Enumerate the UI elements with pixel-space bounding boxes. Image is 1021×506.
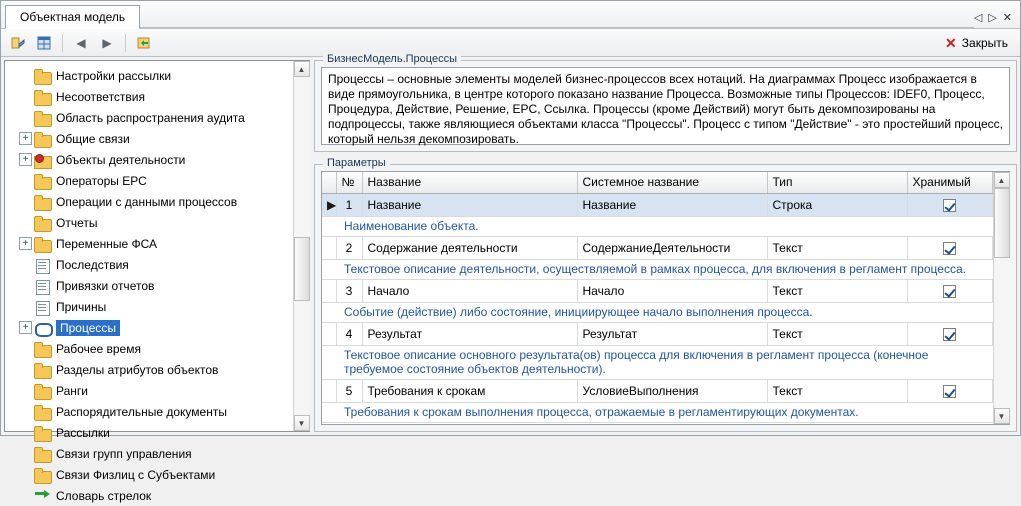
- row-marker-header: [322, 172, 336, 193]
- cell-name[interactable]: Результат: [362, 322, 577, 345]
- tree-item-label: Связи Физлиц с Субъектами: [56, 467, 216, 482]
- tree-item[interactable]: [5, 380, 293, 401]
- tab-label: Объектная модель: [20, 10, 126, 24]
- cell-num: 2: [336, 236, 362, 259]
- cell-system-name[interactable]: СодержаниеДеятельности: [577, 236, 767, 259]
- table-row-note: [322, 345, 993, 379]
- cell-num: 5: [336, 379, 362, 402]
- folder-icon: [34, 90, 51, 104]
- cell-system-name[interactable]: УсловиеВыполнения: [577, 379, 767, 402]
- tree-item[interactable]: [5, 65, 293, 86]
- tree-item[interactable]: [5, 86, 293, 107]
- expander-placeholder: [19, 384, 32, 397]
- tree-item[interactable]: [5, 401, 293, 422]
- cell-name[interactable]: Название: [362, 193, 577, 216]
- doc-icon: [34, 300, 51, 314]
- grid-scroll-down-button[interactable]: ▼: [994, 408, 1010, 424]
- column-header-num[interactable]: №: [336, 172, 362, 193]
- cell-stored[interactable]: [907, 322, 993, 345]
- object-tree[interactable]: [5, 61, 293, 503]
- stored-checkbox[interactable]: [943, 242, 956, 255]
- expander-icon[interactable]: +: [19, 153, 32, 166]
- scroll-thumb[interactable]: [294, 237, 310, 301]
- expander-icon[interactable]: +: [19, 321, 32, 334]
- forward-arrow-icon[interactable]: ▶: [102, 35, 112, 50]
- cell-type[interactable]: Текст: [767, 379, 907, 402]
- stored-checkbox[interactable]: [943, 385, 956, 398]
- cell-stored[interactable]: [907, 379, 993, 402]
- parameters-grid-wrap: [321, 171, 1010, 425]
- tree-item[interactable]: [5, 422, 293, 443]
- close-icon: ✕: [945, 34, 957, 51]
- expander-placeholder: [19, 174, 32, 187]
- tree-item[interactable]: [5, 296, 293, 317]
- column-header-name[interactable]: Название: [362, 172, 577, 193]
- tree-item-label: Объекты деятельности: [56, 152, 186, 167]
- cell-name[interactable]: Содержание деятельности: [362, 236, 577, 259]
- table-icon[interactable]: [33, 32, 55, 54]
- table-row[interactable]: [322, 236, 993, 259]
- stored-checkbox[interactable]: [943, 199, 956, 212]
- row-marker: [322, 279, 336, 302]
- tree-item[interactable]: [5, 485, 293, 506]
- folder-icon: [34, 132, 51, 146]
- tree-item-label: Ранги: [56, 383, 88, 398]
- grid-scroll-up-button[interactable]: ▲: [994, 172, 1010, 188]
- expander-icon[interactable]: +: [19, 132, 32, 145]
- expander-placeholder: [19, 69, 32, 82]
- expander-placeholder: [19, 489, 32, 502]
- folder-icon: [34, 468, 51, 482]
- tree-item-label: Общие связи: [56, 131, 130, 146]
- details-header: БизнесМодель.Процессы: [323, 53, 461, 65]
- cell-num: 1: [336, 193, 362, 216]
- expander-placeholder: [19, 258, 32, 271]
- main-content: [1, 53, 1020, 503]
- table-row-note: [322, 302, 993, 322]
- cell-type[interactable]: Строка: [767, 193, 907, 216]
- table-row[interactable]: [322, 322, 993, 345]
- tree-item[interactable]: [5, 254, 293, 275]
- tree-item[interactable]: [5, 128, 293, 149]
- row-note-text: Событие (действие) либо состояние, инициирующее начало выполнения процесса.: [322, 302, 993, 322]
- cell-name[interactable]: Начало: [362, 279, 577, 302]
- description-text: Процессы – основные элементы моделей бизнес-процессов всех нотаций. На диаграммах Процесс изображается в виде прямоугольника, в центре которого показано название Процесса. Возможные типы Процессов: IDEF0, Процесс, Процедура, Действие, Решение, EPC, Ссылка. Процессы (кроме Действий) могут быть декомпозированы на подпроцессы, также являющиеся объектами класса "Процессы". Процесс с типом "Действие" - это простейший процесс, который нельзя декомпозировать.: [321, 67, 1010, 145]
- tab-next-icon[interactable]: ▷: [988, 12, 997, 24]
- stored-checkbox[interactable]: [943, 285, 956, 298]
- expander-placeholder: [19, 300, 32, 313]
- row-marker: [322, 322, 336, 345]
- doc-icon: [34, 279, 51, 293]
- table-row-note: [322, 402, 993, 422]
- folder-icon: [34, 447, 51, 461]
- tree-item-label: Распорядительные документы: [56, 404, 227, 419]
- tree-item[interactable]: [5, 275, 293, 296]
- parameters-group: [314, 157, 1017, 432]
- tab-strip-filler: [140, 4, 974, 28]
- scroll-down-button[interactable]: ▼: [294, 415, 310, 431]
- table-row[interactable]: [322, 379, 993, 402]
- tree-item-label: Настройки рассылки: [56, 68, 172, 83]
- tab-strip-controls: [974, 13, 1020, 28]
- stored-checkbox[interactable]: [943, 328, 956, 341]
- toolbar-separator-2: [125, 34, 126, 52]
- row-marker: ▶: [322, 193, 336, 216]
- grid-scroll-thumb[interactable]: [994, 188, 1010, 258]
- cell-stored[interactable]: [907, 236, 993, 259]
- folder-icon: [34, 426, 51, 440]
- expander-placeholder: [19, 447, 32, 460]
- row-note-text: Текстовое описание основного результата(ов) процесса для включения в регламент процесса (конечное требуемое состояние объектов деятельности).: [322, 345, 993, 379]
- tree-item[interactable]: [5, 233, 293, 254]
- row-note-text: Текстовое описание деятельности, осуществляемой в рамках процесса, для включения в регламент процесса.: [322, 259, 993, 279]
- back-arrow-icon[interactable]: ◀: [76, 35, 86, 50]
- folder-icon: [34, 174, 51, 188]
- tree-item-label: Переменные ФСА: [56, 236, 157, 251]
- object-tree-panel: [4, 60, 310, 503]
- cell-type[interactable]: Текст: [767, 279, 907, 302]
- proc-icon: [34, 321, 51, 335]
- grid-scroll-track[interactable]: [994, 188, 1010, 408]
- cell-num: 4: [336, 322, 362, 345]
- tree-item-label: Область распространения аудита: [56, 110, 245, 125]
- tree-item[interactable]: [5, 464, 293, 485]
- expander-placeholder: [19, 195, 32, 208]
- cell-system-name[interactable]: Результат: [577, 322, 767, 345]
- column-header-type[interactable]: Тип: [767, 172, 907, 193]
- tree-item-label: Операторы ЕРС: [56, 173, 147, 188]
- toolbar-separator: [62, 34, 63, 52]
- expander-placeholder: [19, 342, 32, 355]
- table-row-note: [322, 259, 993, 279]
- parameters-grid[interactable]: [322, 172, 993, 424]
- tree-item[interactable]: [5, 359, 293, 380]
- table-row-note: [322, 216, 993, 236]
- folder-icon: [34, 405, 51, 419]
- grid-vertical-scrollbar[interactable]: [993, 172, 1009, 424]
- folder-icon: [34, 195, 51, 209]
- folder-icon: [34, 363, 51, 377]
- row-note-text: Наименование объекта.: [322, 216, 993, 236]
- cell-system-name[interactable]: Начало: [577, 279, 767, 302]
- tree-item-label: Отчеты: [56, 215, 98, 230]
- expander-placeholder: [19, 111, 32, 124]
- cell-system-name[interactable]: Название: [577, 193, 767, 216]
- tree-item-label: Причины: [56, 299, 107, 314]
- parameters-group-title: Параметры: [323, 157, 390, 169]
- tree-item-label: Процессы: [56, 320, 120, 336]
- tree-item-label: Операции с данными процессов: [56, 194, 238, 209]
- folder-icon: [34, 342, 51, 356]
- folder-icon: [34, 111, 51, 125]
- tab-close-icon[interactable]: ✕: [1002, 12, 1012, 24]
- expander-placeholder: [19, 90, 32, 103]
- folder-red-icon: [34, 153, 51, 167]
- arrow-icon: [34, 489, 51, 503]
- cell-name[interactable]: Требования к срокам: [362, 379, 577, 402]
- properties-icon[interactable]: [7, 32, 29, 54]
- column-header-stored[interactable]: Хранимый: [907, 172, 993, 193]
- tree-item[interactable]: [5, 107, 293, 128]
- tree-item[interactable]: [5, 170, 293, 191]
- tree-item-label: Привязки отчетов: [56, 278, 155, 293]
- details-panel: [314, 53, 1017, 432]
- folder-icon: [34, 384, 51, 398]
- tree-item[interactable]: [5, 443, 293, 464]
- tree-item[interactable]: [5, 191, 293, 212]
- scroll-up-button[interactable]: ▲: [294, 61, 310, 77]
- tree-item-label: Несоответствия: [56, 89, 146, 104]
- cell-num: 3: [336, 279, 362, 302]
- tree-item[interactable]: [5, 212, 293, 233]
- tree-item[interactable]: [5, 317, 293, 338]
- expander-icon[interactable]: +: [19, 237, 32, 250]
- folder-icon: [34, 69, 51, 83]
- tree-item-label: Рабочее время: [56, 341, 141, 356]
- close-button[interactable]: [945, 36, 1014, 50]
- cell-type[interactable]: Текст: [767, 236, 907, 259]
- expander-placeholder: [19, 468, 32, 481]
- tree-item-label: Связи групп управления: [56, 446, 192, 461]
- cell-stored[interactable]: [907, 193, 993, 216]
- row-note-text: Требования к срокам выполнения процесса, отражаемые в регламентирующих документах.: [322, 402, 993, 422]
- tree-item-label: Последствия: [56, 257, 129, 272]
- column-header-system-name[interactable]: Системное название: [577, 172, 767, 193]
- expander-placeholder: [19, 426, 32, 439]
- tree-item[interactable]: [5, 149, 293, 170]
- row-marker: [322, 236, 336, 259]
- tab-strip: [1, 1, 1020, 29]
- row-marker: [322, 379, 336, 402]
- expander-placeholder: [19, 216, 32, 229]
- expander-placeholder: [19, 363, 32, 376]
- toolbar: [1, 29, 1020, 57]
- grid-header-row: [322, 172, 993, 193]
- close-button-label: Закрыть: [961, 35, 1008, 50]
- folder-icon: [34, 216, 51, 230]
- folder-icon: [34, 237, 51, 251]
- description-group: [314, 53, 1017, 152]
- tab-object-model[interactable]: [5, 5, 140, 29]
- table-row[interactable]: [322, 279, 993, 302]
- scroll-track[interactable]: [294, 77, 310, 415]
- tree-item-label: Словарь стрелок: [56, 488, 152, 503]
- tree-item[interactable]: [5, 338, 293, 359]
- table-row[interactable]: [322, 193, 993, 216]
- tree-item-label: Разделы атрибутов объектов: [56, 362, 219, 377]
- refresh-icon[interactable]: [133, 32, 155, 54]
- expander-placeholder: [19, 279, 32, 292]
- expander-placeholder: [19, 405, 32, 418]
- doc-icon: [34, 258, 51, 272]
- cell-type[interactable]: Текст: [767, 322, 907, 345]
- cell-stored[interactable]: [907, 279, 993, 302]
- tab-prev-icon[interactable]: ◁: [973, 12, 983, 24]
- tree-item-label: Рассылки: [56, 425, 110, 440]
- tree-vertical-scrollbar[interactable]: [293, 61, 309, 431]
